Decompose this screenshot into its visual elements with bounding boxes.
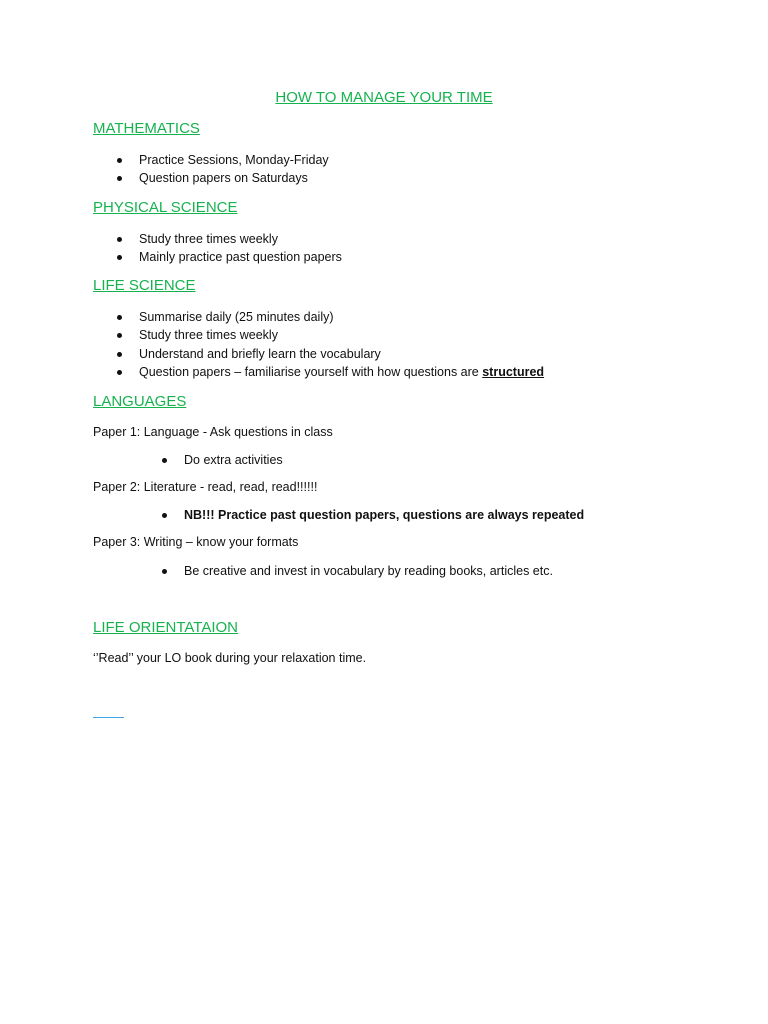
physical-science-list [139, 230, 342, 267]
list-item: NB!!! Practice past question papers, questions are always repeated [184, 506, 584, 524]
underline-divider [93, 717, 124, 718]
paper-3-label: Paper 3: Writing – know your formats [93, 535, 299, 549]
life-orientation-text: ‘’Read’’ your LO book during your relaxation time. [93, 651, 367, 665]
bullet-icon [117, 158, 122, 163]
bullet-icon [162, 569, 167, 574]
bullet-icon [117, 255, 122, 260]
list-item: Be creative and invest in vocabulary by reading books, articles etc. [184, 562, 553, 580]
bullet-icon [117, 333, 122, 338]
list-item [139, 363, 544, 381]
list-item-text: Question papers – familiarise yourself with how questions are [139, 364, 483, 379]
bullet-icon [162, 513, 167, 518]
bullet-icon [117, 315, 122, 320]
bullet-icon [117, 237, 122, 242]
list-item: Study three times weekly [139, 230, 342, 248]
paper-3-list [184, 562, 553, 580]
paper-2-label: Paper 2: Literature - read, read, read!!!!!! [93, 480, 318, 494]
life-science-list [139, 308, 544, 381]
list-item: Do extra activities [184, 451, 283, 469]
list-item: Question papers on Saturdays [139, 169, 329, 187]
heading-mathematics: MATHEMATICS [93, 120, 200, 137]
bullet-icon [117, 176, 122, 181]
paper-2-list [184, 506, 584, 524]
heading-life-orientation: LIFE ORIENTATAION [93, 619, 239, 636]
emphasis-text: structured [482, 364, 545, 379]
bullet-icon [117, 370, 122, 375]
paper-1-list [184, 451, 283, 469]
mathematics-list [139, 151, 329, 188]
heading-languages: LANGUAGES [93, 393, 187, 410]
heading-life-science: LIFE SCIENCE [93, 277, 196, 294]
heading-physical-science: PHYSICAL SCIENCE [93, 199, 238, 216]
list-item: Study three times weekly [139, 326, 544, 344]
bullet-icon [162, 458, 167, 463]
document-title: HOW TO MANAGE YOUR TIME [275, 89, 493, 106]
paper-1-label: Paper 1: Language - Ask questions in class [93, 425, 333, 439]
list-item: Understand and briefly learn the vocabulary [139, 345, 544, 363]
list-item: Summarise daily (25 minutes daily) [139, 308, 544, 326]
bullet-icon [117, 352, 122, 357]
list-item: Mainly practice past question papers [139, 248, 342, 266]
list-item: Practice Sessions, Monday-Friday [139, 151, 329, 169]
